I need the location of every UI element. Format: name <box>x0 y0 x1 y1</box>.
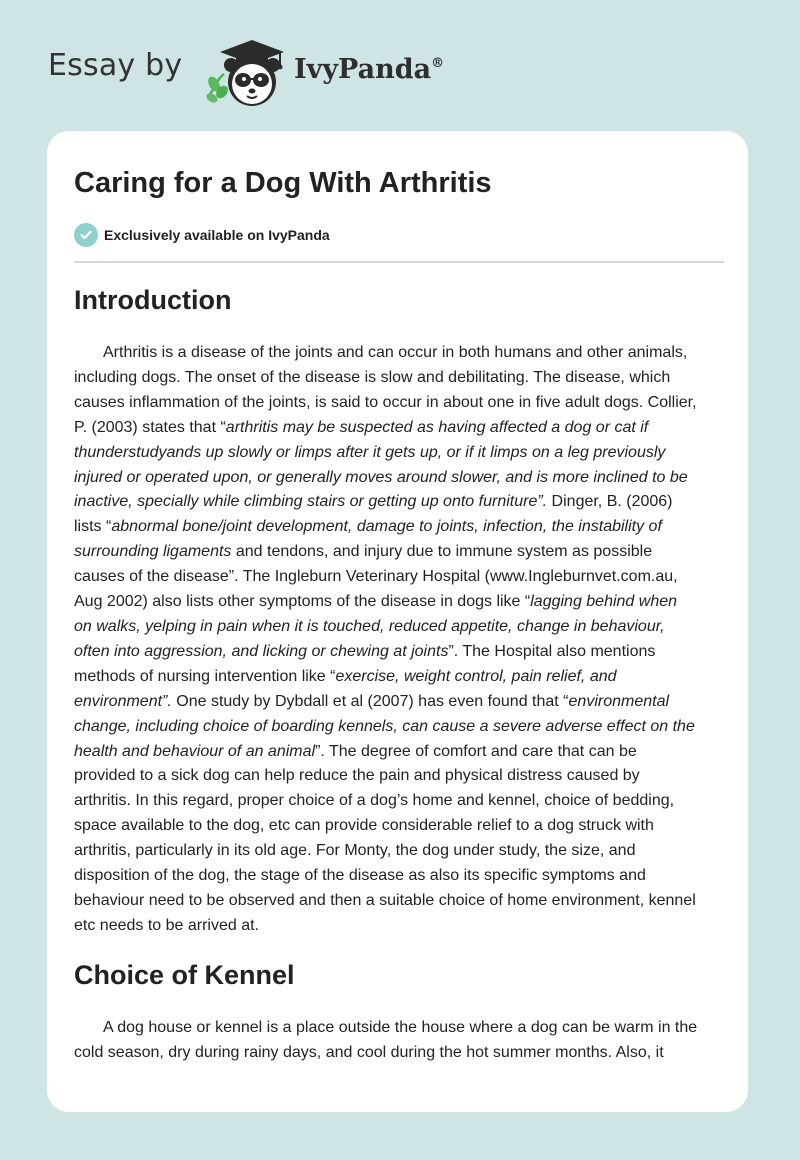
check-circle-icon <box>74 223 98 247</box>
body-text: ”. The Hospital also mentions <box>448 642 656 660</box>
body-text: One study by Dybdall et al (2007) has even found that “ <box>171 692 569 710</box>
paragraph-line <box>74 341 724 366</box>
paragraph-line <box>74 690 724 715</box>
body-text: etc needs to be arrived at. <box>74 916 259 934</box>
paragraph-line <box>74 490 724 515</box>
paragraph-line <box>74 839 724 864</box>
panda-graduate-icon[interactable] <box>202 34 288 110</box>
paragraph-line <box>74 814 724 839</box>
quoted-text: change, including choice of boarding kennels, can cause a severe adverse effect on the <box>74 717 695 735</box>
body-text: space available to the dog, etc can provide considerable relief to a dog struck with <box>74 817 654 835</box>
body-text: Aug 2002) also lists other symptoms of the disease in dogs like “ <box>74 593 531 611</box>
essay-by-label: Essay by <box>48 48 183 83</box>
body-text: A dog house or kennel is a place outside the house where a dog can be warm in the <box>103 1019 698 1036</box>
section-heading-choice-of-kennel: Choice of Kennel <box>74 960 295 990</box>
paragraph-line <box>74 416 724 441</box>
quoted-text: injured or operated upon, or generally moves around slower, and is more inclined to be <box>74 468 688 486</box>
paragraph-line <box>74 466 724 491</box>
paragraph-line <box>74 540 724 565</box>
quoted-text: surrounding ligaments <box>74 543 232 561</box>
body-text: provided to a sick dog can help reduce the pain and physical distress caused by <box>74 767 640 785</box>
divider <box>74 261 724 263</box>
body-text: Arthritis is a disease of the joints and can occur in both humans and other animals, <box>103 344 688 361</box>
quoted-text: arthritis may be suspected as having affected a dog or cat if <box>225 418 649 436</box>
body-text: ”. The degree of comfort and care that can be <box>315 742 637 760</box>
body-text: disposition of the dog, the stage of the disease as also its specific symptoms and <box>74 867 646 885</box>
exclusive-badge <box>74 222 330 248</box>
paragraph-line <box>74 366 724 391</box>
paragraph-line <box>74 914 724 939</box>
paragraph-line <box>74 889 724 914</box>
body-text: arthritis. In this regard, proper choice of a dog’s home and kennel, choice of bedding, <box>74 792 675 810</box>
paragraph-line <box>74 1041 724 1066</box>
paragraph-line <box>74 391 724 416</box>
paragraph-line <box>74 740 724 765</box>
section-heading-introduction: Introduction <box>74 285 232 315</box>
body-text: cold season, dry during rainy days, and cool during the hot summer months. Also, it <box>74 1043 664 1061</box>
paragraph-line <box>74 715 724 740</box>
paragraph-line <box>74 590 724 615</box>
quoted-text: health and behaviour of an animal <box>74 742 316 760</box>
badge-label: Exclusively available on IvyPanda <box>104 227 330 243</box>
quoted-text: often into aggression, and licking or chewing at joints <box>74 642 449 660</box>
quoted-text: inactive, specially while climbing stairs or getting up onto furniture”. <box>74 493 548 511</box>
paragraph-line <box>74 565 724 590</box>
paragraph-line <box>74 864 724 889</box>
brand-name[interactable]: IvyPanda® <box>294 54 445 85</box>
quoted-text: environment”. <box>74 692 172 710</box>
body-text: causes of the disease”. The Ingleburn Veterinary Hospital (www.Ingleburnvet.com.au, <box>74 568 678 586</box>
essay-card <box>47 131 748 1112</box>
paragraph-line <box>74 615 724 640</box>
registered-mark: ® <box>431 56 445 71</box>
paragraph-line <box>74 515 724 540</box>
paragraph-line <box>74 640 724 665</box>
section-paragraph-introduction <box>74 341 724 939</box>
quoted-text: lagging behind when <box>530 593 678 611</box>
body-text: including dogs. The onset of the disease is slow and debilitating. The disease, which <box>74 368 671 386</box>
site-header <box>48 34 508 110</box>
body-text: P. (2003) states that “ <box>74 418 226 436</box>
section-paragraph-choice-of-kennel <box>74 1016 724 1066</box>
body-text: and tendons, and injury due to immune system as possible <box>231 543 653 561</box>
body-text: causes inflammation of the joints, is said to occur in about one in five adult dogs. Collier, <box>74 393 697 411</box>
paragraph-line <box>74 441 724 466</box>
quoted-text: abnormal bone/joint development, damage to joints, infection, the instability of <box>111 518 662 536</box>
body-text: methods of nursing intervention like “ <box>74 667 336 685</box>
body-text: arthritis, particularly in its old age. For Monty, the dog under study, the size, and <box>74 842 636 860</box>
quoted-text: environmental <box>568 692 670 710</box>
paragraph-line <box>74 789 724 814</box>
body-text: lists “ <box>74 518 112 536</box>
paragraph-line <box>74 1016 724 1041</box>
paragraph-line <box>74 764 724 789</box>
body-text: behaviour need to be observed and then a suitable choice of home environment, kennel <box>74 891 696 909</box>
quoted-text: thunderstudyands up slowly or limps after it gets up, or if it limps on a leg previously <box>74 443 666 461</box>
body-text: Dinger, B. (2006) <box>547 493 673 511</box>
page-title: Caring for a Dog With Arthritis <box>74 167 492 199</box>
quoted-text: on walks, yelping in pain when it is touched, reduced appetite, change in behaviour, <box>74 617 665 635</box>
paragraph-line <box>74 665 724 690</box>
quoted-text: exercise, weight control, pain relief, and <box>335 667 617 685</box>
